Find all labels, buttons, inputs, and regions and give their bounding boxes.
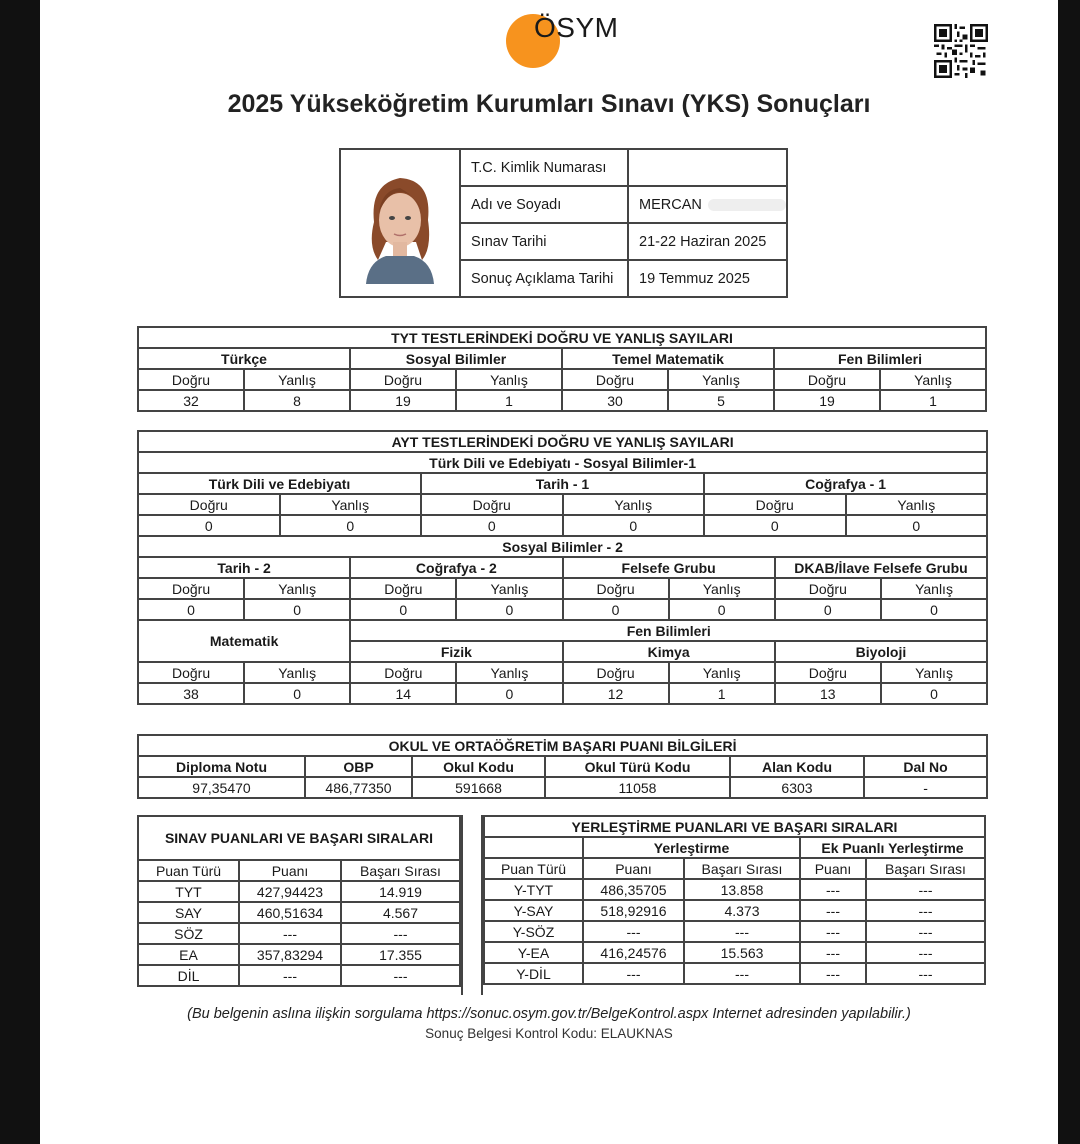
- school-value: 591668: [412, 777, 545, 798]
- score-type: SÖZ: [138, 923, 239, 944]
- scores-header: Puanı: [239, 860, 341, 881]
- school-header: Dal No: [864, 756, 987, 777]
- tyt-value: 5: [668, 390, 774, 411]
- placement-value: ---: [583, 921, 684, 942]
- result-date-value: 19 Temmuz 2025: [628, 260, 787, 297]
- tc-value: [628, 149, 787, 186]
- dogru-label: Doğru: [774, 369, 880, 390]
- osym-logo-text: ÖSYM: [534, 12, 619, 43]
- exam-scores-table: [137, 815, 461, 987]
- dogru-label: Doğru: [350, 369, 456, 390]
- dogru-label: Doğru: [138, 369, 244, 390]
- placement-value: 416,24576: [583, 942, 684, 963]
- ayt-group1-value: 0: [280, 515, 422, 536]
- yanlis-label: Yanlış: [881, 578, 987, 599]
- placement-type: Y-DİL: [484, 963, 583, 984]
- ayt-group3-value: 0: [881, 683, 987, 704]
- school-header: OBP: [305, 756, 412, 777]
- ayt-math-title: Matematik: [138, 620, 350, 662]
- ayt-group1-value: 0: [704, 515, 846, 536]
- dogru-label: Doğru: [704, 494, 846, 515]
- score-type: EA: [138, 944, 239, 965]
- ayt-group2-value: 0: [563, 599, 669, 620]
- ayt-group2-value: 0: [350, 599, 456, 620]
- score-rank: 17.355: [341, 944, 460, 965]
- extra-value: ---: [800, 942, 866, 963]
- yanlis-label: Yanlış: [280, 494, 422, 515]
- placement-scores-table: [483, 815, 986, 985]
- dogru-label: Doğru: [562, 369, 668, 390]
- tyt-value: 19: [350, 390, 456, 411]
- school-header: Diploma Notu: [138, 756, 305, 777]
- tyt-value: 8: [244, 390, 350, 411]
- tc-label: T.C. Kimlik Numarası: [460, 149, 628, 186]
- placement-blank-cell: [484, 837, 583, 858]
- ayt-group3-value: 1: [669, 683, 775, 704]
- yanlis-label: Yanlış: [881, 662, 987, 683]
- dogru-label: Doğru: [775, 578, 881, 599]
- ayt-fen-subject: Biyoloji: [775, 641, 987, 662]
- score-rank: 14.919: [341, 881, 460, 902]
- score-rank: ---: [341, 923, 460, 944]
- score-value: 357,83294: [239, 944, 341, 965]
- school-header: Okul Kodu: [412, 756, 545, 777]
- score-type: TYT: [138, 881, 239, 902]
- yanlis-label: Yanlış: [846, 494, 988, 515]
- yanlis-label: Yanlış: [669, 662, 775, 683]
- extra-rank: ---: [866, 963, 985, 984]
- tyt-value: 1: [880, 390, 986, 411]
- placement-value: ---: [583, 963, 684, 984]
- ayt-group3-value: 38: [138, 683, 244, 704]
- placement-rank: 13.858: [684, 879, 800, 900]
- tyt-value: 1: [456, 390, 562, 411]
- school-value: 97,35470: [138, 777, 305, 798]
- placement-type: Y-SÖZ: [484, 921, 583, 942]
- placement-type: Y-SAY: [484, 900, 583, 921]
- ayt-group3-value: 0: [244, 683, 350, 704]
- ayt-fen-subject: Kimya: [563, 641, 775, 662]
- tyt-subject: Temel Matematik: [562, 348, 774, 369]
- control-code: Sonuç Belgesi Kontrol Kodu: ELAUKNAS: [425, 1026, 673, 1041]
- yanlis-label: Yanlış: [669, 578, 775, 599]
- tyt-subject: Fen Bilimleri: [774, 348, 986, 369]
- school-value: 11058: [545, 777, 730, 798]
- ayt-group2-subject: Felsefe Grubu: [563, 557, 775, 578]
- dogru-label: Doğru: [350, 662, 456, 683]
- ayt-group1-value: 0: [138, 515, 280, 536]
- ayt-group2-value: 0: [244, 599, 350, 620]
- dogru-label: Doğru: [563, 662, 669, 683]
- yanlis-label: Yanlış: [244, 369, 350, 390]
- score-value: 427,94423: [239, 881, 341, 902]
- tyt-value: 32: [138, 390, 244, 411]
- ayt-group1-value: 0: [421, 515, 563, 536]
- placement-type: Y-EA: [484, 942, 583, 963]
- school-value: 486,77350: [305, 777, 412, 798]
- ayt-group1-title: Türk Dili ve Edebiyatı - Sosyal Bilimler-1: [138, 452, 987, 473]
- school-value: -: [864, 777, 987, 798]
- score-type: SAY: [138, 902, 239, 923]
- placement-type: Y-TYT: [484, 879, 583, 900]
- tyt-value: 30: [562, 390, 668, 411]
- tyt-subject: Sosyal Bilimler: [350, 348, 562, 369]
- yanlis-label: Yanlış: [456, 578, 562, 599]
- scores-header: Başarı Sırası: [341, 860, 460, 881]
- placement-header: Puanı: [800, 858, 866, 879]
- ayt-fen-title: Fen Bilimleri: [350, 620, 987, 641]
- yanlis-label: Yanlış: [880, 369, 986, 390]
- ayt-group2-value: 0: [775, 599, 881, 620]
- score-type: DİL: [138, 965, 239, 986]
- school-value: 6303: [730, 777, 864, 798]
- ayt-group3-value: 14: [350, 683, 456, 704]
- ayt-title: AYT TESTLERİNDEKİ DOĞRU VE YANLIŞ SAYILARI: [138, 431, 987, 452]
- name-value: MERCAN: [639, 196, 702, 213]
- placement-header: Başarı Sırası: [684, 858, 800, 879]
- extra-rank: ---: [866, 942, 985, 963]
- dogru-label: Doğru: [350, 578, 456, 599]
- ayt-group1-subject: Türk Dili ve Edebiyatı: [138, 473, 421, 494]
- placement-rank: ---: [684, 921, 800, 942]
- ayt-group2-subject: Coğrafya - 2: [350, 557, 562, 578]
- candidate-photo-cell: [340, 149, 460, 297]
- candidate-photo: [352, 162, 448, 284]
- yanlis-label: Yanlış: [668, 369, 774, 390]
- ayt-group3-value: 13: [775, 683, 881, 704]
- qr-code-icon: [934, 24, 988, 78]
- tyt-value: 19: [774, 390, 880, 411]
- ayt-group1-subject: Coğrafya - 1: [704, 473, 987, 494]
- scores-section: [137, 815, 986, 997]
- ayt-group3-value: 12: [563, 683, 669, 704]
- extra-rank: ---: [866, 921, 985, 942]
- yanlis-label: Yanlış: [563, 494, 705, 515]
- name-cell: [628, 186, 787, 223]
- scores-divider: [461, 815, 483, 995]
- tyt-table: [137, 326, 987, 412]
- verification-note: (Bu belgenin aslına ilişkin sorgulama https://sonuc.osym.gov.tr/BelgeKontrol.aspx Internet adresinden yapılabilir.): [187, 1006, 911, 1022]
- yanlis-label: Yanlış: [456, 662, 562, 683]
- ayt-group2-title: Sosyal Bilimler - 2: [138, 536, 987, 557]
- yanlis-label: Yanlış: [244, 578, 350, 599]
- dogru-label: Doğru: [563, 578, 669, 599]
- ayt-group3-value: 0: [456, 683, 562, 704]
- ayt-group2-value: 0: [881, 599, 987, 620]
- exam-scores-title: SINAV PUANLARI VE BAŞARI SIRALARI: [138, 816, 460, 860]
- ayt-group2-value: 0: [456, 599, 562, 620]
- dogru-label: Doğru: [138, 578, 244, 599]
- ayt-group1-value: 0: [563, 515, 705, 536]
- ayt-group2-subject: DKAB/İlave Felsefe Grubu: [775, 557, 987, 578]
- extra-value: ---: [800, 900, 866, 921]
- exam-date-value: 21-22 Haziran 2025: [628, 223, 787, 260]
- dogru-label: Doğru: [138, 494, 280, 515]
- school-table: [137, 734, 988, 799]
- placement-value: 518,92916: [583, 900, 684, 921]
- ayt-group2-value: 0: [669, 599, 775, 620]
- osym-logo: [506, 10, 626, 70]
- placement-sub2: Ek Puanlı Yerleştirme: [800, 837, 985, 858]
- placement-header: Başarı Sırası: [866, 858, 985, 879]
- scores-header: Puan Türü: [138, 860, 239, 881]
- placement-title: YERLEŞTİRME PUANLARI VE BAŞARI SIRALARI: [484, 816, 985, 837]
- ayt-group1-subject: Tarih - 1: [421, 473, 704, 494]
- score-rank: ---: [341, 965, 460, 986]
- result-date-label: Sonuç Açıklama Tarihi: [460, 260, 628, 297]
- placement-header: Puan Türü: [484, 858, 583, 879]
- score-value: ---: [239, 965, 341, 986]
- placement-rank: 4.373: [684, 900, 800, 921]
- name-label: Adı ve Soyadı: [460, 186, 628, 223]
- ayt-fen-subject: Fizik: [350, 641, 562, 662]
- tyt-subject: Türkçe: [138, 348, 350, 369]
- placement-rank: ---: [684, 963, 800, 984]
- ayt-table: [137, 430, 988, 705]
- score-value: ---: [239, 923, 341, 944]
- school-header: Okul Türü Kodu: [545, 756, 730, 777]
- ayt-group1-value: 0: [846, 515, 988, 536]
- placement-value: 486,35705: [583, 879, 684, 900]
- dogru-label: Doğru: [775, 662, 881, 683]
- score-value: 460,51634: [239, 902, 341, 923]
- extra-value: ---: [800, 921, 866, 942]
- yanlis-label: Yanlış: [244, 662, 350, 683]
- redacted-surname: [708, 199, 786, 211]
- page-title: 2025 Yükseköğretim Kurumları Sınavı (YKS) Sonuçları: [227, 90, 871, 118]
- yanlis-label: Yanlış: [456, 369, 562, 390]
- extra-value: ---: [800, 879, 866, 900]
- extra-rank: ---: [866, 900, 985, 921]
- identity-table: [339, 148, 788, 298]
- placement-rank: 15.563: [684, 942, 800, 963]
- exam-date-label: Sınav Tarihi: [460, 223, 628, 260]
- score-rank: 4.567: [341, 902, 460, 923]
- result-document: [40, 0, 1058, 1144]
- dogru-label: Doğru: [138, 662, 244, 683]
- ayt-group2-value: 0: [138, 599, 244, 620]
- extra-rank: ---: [866, 879, 985, 900]
- extra-value: ---: [800, 963, 866, 984]
- school-header: Alan Kodu: [730, 756, 864, 777]
- ayt-group2-subject: Tarih - 2: [138, 557, 350, 578]
- placement-header: Puanı: [583, 858, 684, 879]
- tyt-title: TYT TESTLERİNDEKİ DOĞRU VE YANLIŞ SAYILARI: [138, 327, 986, 348]
- school-title: OKUL VE ORTAÖĞRETİM BAŞARI PUANI BİLGİLERİ: [138, 735, 987, 756]
- dogru-label: Doğru: [421, 494, 563, 515]
- placement-sub1: Yerleştirme: [583, 837, 800, 858]
